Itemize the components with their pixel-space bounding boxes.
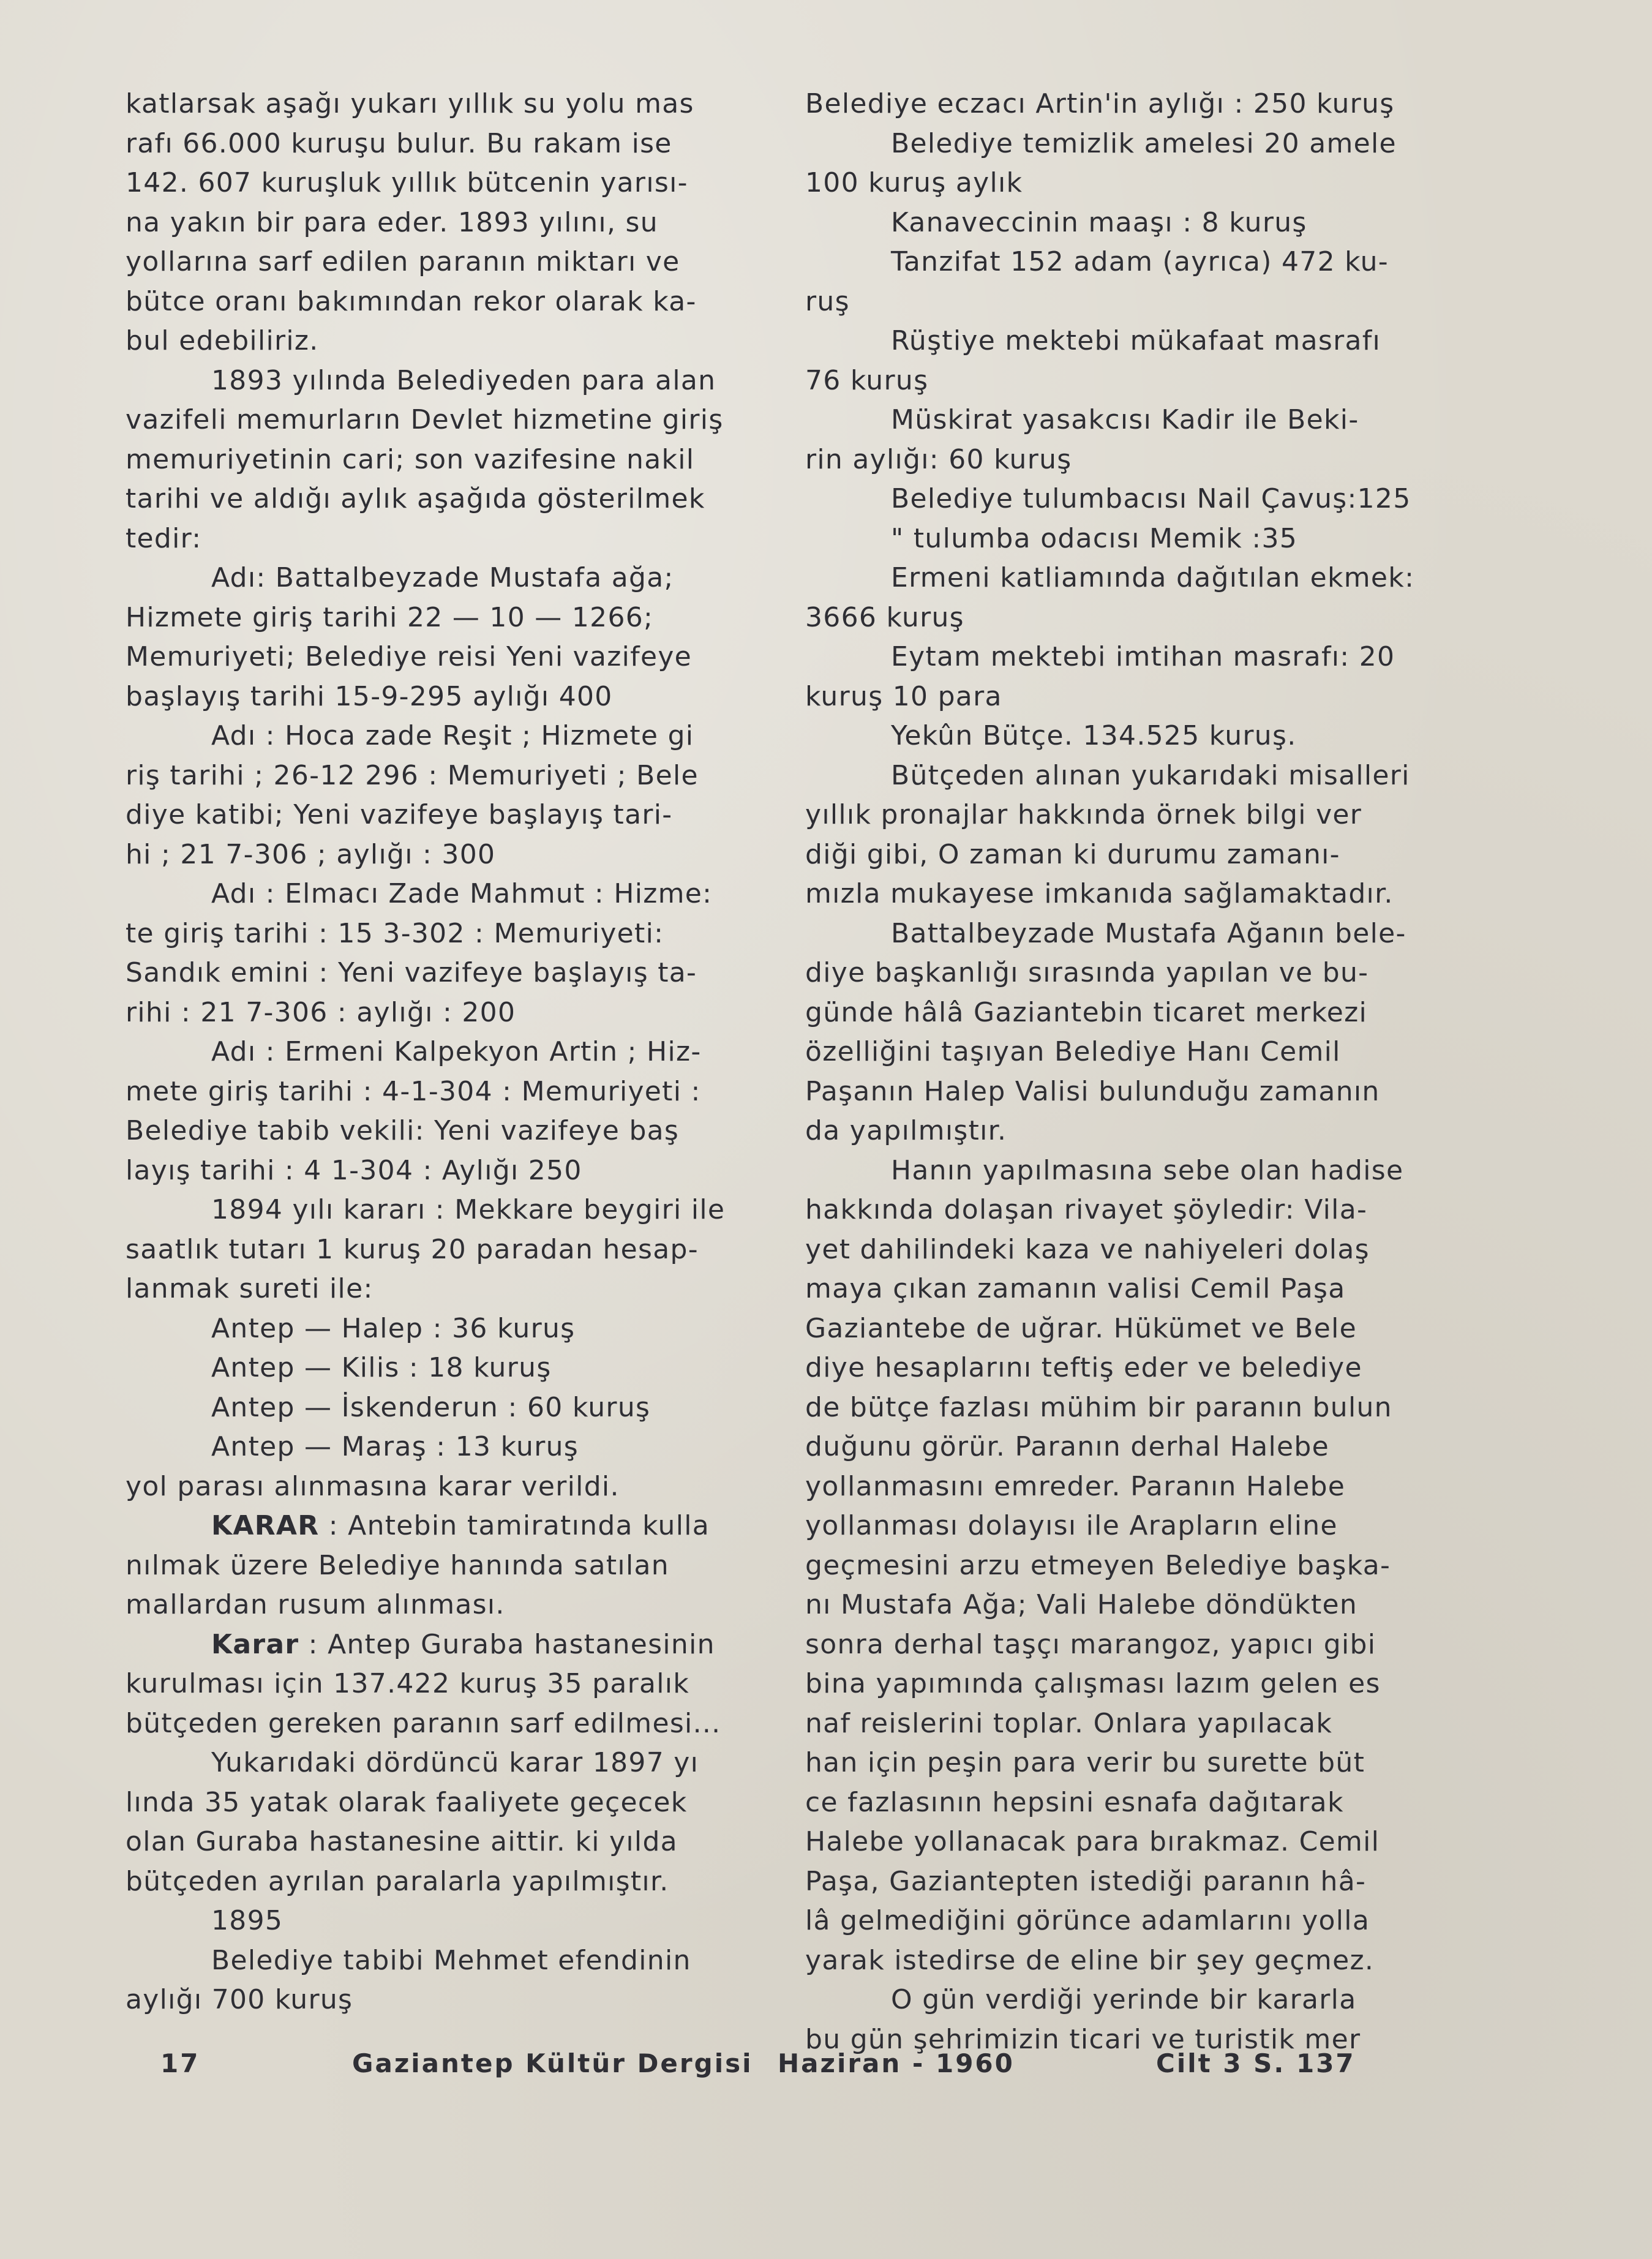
text-line: kurulması için 137.422 kuruş 35 paralık bbox=[126, 1668, 690, 1699]
text-line: Antep — Halep : 36 kuruş bbox=[211, 1312, 576, 1344]
text-line: 100 kuruş aylık bbox=[805, 167, 1023, 198]
text-line: bina yapımında çalışması lazım gelen es bbox=[805, 1668, 1381, 1699]
text-line: lında 35 yatak olarak faaliyete geçecek bbox=[126, 1786, 688, 1818]
text-line: Antep — Maraş : 13 kuruş bbox=[211, 1431, 579, 1462]
text-line: Adı: Battalbeyzade Mustafa ağa; bbox=[211, 562, 674, 593]
text-line: mızla mukayese imkanıda sağlamaktadır. bbox=[805, 878, 1394, 909]
text-line: 1894 yılı kararı : Mekkare beygiri ile bbox=[211, 1194, 726, 1225]
text-line: tedir: bbox=[126, 522, 202, 554]
text-line: te giriş tarihi : 15 3-302 : Memuriyeti: bbox=[126, 917, 664, 949]
bold-label: Karar bbox=[211, 1628, 299, 1660]
text-line: han için peşin para verir bu surette büt bbox=[805, 1747, 1365, 1778]
text-line: yollanması dolayısı ile Arapların eline bbox=[805, 1510, 1338, 1541]
text-line: rihi : 21 7-306 : aylığı : 200 bbox=[126, 996, 516, 1028]
text-line: Bütçeden alınan yukarıdaki misalleri bbox=[891, 759, 1410, 791]
text-line: Antep — Kilis : 18 kuruş bbox=[211, 1352, 552, 1383]
text-line bbox=[126, 1506, 775, 1546]
text-line: " tulumba odacısı Memik :35 bbox=[891, 522, 1298, 554]
text-line: bütçeden ayrılan paralarla yapılmıştır. bbox=[126, 1865, 669, 1897]
text-line: naf reislerini toplar. Onlara yapılacak bbox=[805, 1707, 1333, 1739]
text-line: yollarına sarf edilen paranın miktarı ve bbox=[126, 246, 680, 277]
text-line: na yakın bir para eder. 1893 yılını, su bbox=[126, 206, 658, 238]
text-line: Belediye tabibi Mehmet efendinin bbox=[211, 1944, 691, 1976]
text-line: Adı : Hoca zade Reşit ; Hizmete gi bbox=[211, 720, 694, 751]
issue-date: Haziran - 1960 bbox=[778, 2048, 1015, 2078]
text-line: mete giriş tarihi : 4-1-304 : Memuriyeti : bbox=[126, 1075, 701, 1107]
text-line: Hanın yapılmasına sebe olan hadise bbox=[891, 1154, 1404, 1186]
text-line: 1895 bbox=[211, 1905, 283, 1936]
text-line: duğunu görür. Paranın derhal Halebe bbox=[805, 1431, 1330, 1462]
text-line: geçmesini arzu etmeyen Belediye başka- bbox=[805, 1549, 1391, 1581]
text-line bbox=[126, 1625, 775, 1665]
text-line: 3666 kuruş bbox=[805, 601, 964, 633]
text-line: Adı : Ermeni Kalpekyon Artin ; Hiz- bbox=[211, 1036, 702, 1067]
text-line: katlarsak aşağı yukarı yıllık su yolu mas bbox=[126, 88, 694, 119]
text-line: lâ gelmediğini görünce adamlarını yolla bbox=[805, 1905, 1370, 1936]
text-line: lanmak sureti ile: bbox=[126, 1273, 374, 1304]
text-line: Tanzifat 152 adam (ayrıca) 472 ku- bbox=[891, 246, 1389, 277]
text-line: bütce oranı bakımından rekor olarak ka- bbox=[126, 285, 697, 317]
text-line: Belediye tulumbacısı Nail Çavuş:125 bbox=[891, 483, 1411, 514]
text-line: ce fazlasının hepsini esnafa dağıtarak bbox=[805, 1786, 1344, 1818]
text-line: nı Mustafa Ağa; Vali Halebe döndükten bbox=[805, 1589, 1358, 1620]
text-line: Memuriyeti; Belediye reisi Yeni vazifeye bbox=[126, 641, 693, 672]
journal-title: Gaziantep Kültür Dergisi bbox=[352, 2048, 753, 2078]
text-line: Yekûn Bütçe. 134.525 kuruş. bbox=[891, 720, 1297, 751]
text-line: saatlık tutarı 1 kuruş 20 paradan hesap- bbox=[126, 1233, 699, 1265]
text-line: bu gün şehrimizin ticari ve turistik mer bbox=[805, 2023, 1361, 2055]
text-line: mallardan rusum alınması. bbox=[126, 1589, 505, 1620]
text-line: rin aylığı: 60 kuruş bbox=[805, 443, 1072, 475]
text-line: vazifeli memurların Devlet hizmetine giriş bbox=[126, 404, 724, 435]
volume-issue: Cilt 3 S. 137 bbox=[1156, 2048, 1356, 2078]
text-line: 76 kuruş bbox=[805, 364, 929, 396]
text-line: maya çıkan zamanın valisi Cemil Paşa bbox=[805, 1273, 1346, 1304]
text-line: diye başkanlığı sırasında yapılan ve bu- bbox=[805, 957, 1369, 988]
text-line: olan Guraba hastanesine aittir. ki yılda bbox=[126, 1826, 678, 1857]
page-number: 17 bbox=[160, 2048, 200, 2078]
text-line: özelliğini taşıyan Belediye Hanı Cemil bbox=[805, 1036, 1341, 1067]
text-line: hakkında dolaşan rivayet şöyledir: Vila- bbox=[805, 1194, 1368, 1225]
text-line: Rüştiye mektebi mükafaat masrafı bbox=[891, 325, 1381, 356]
text-line: yollanmasını emreder. Paranın Halebe bbox=[805, 1470, 1346, 1502]
text-line: Paşanın Halep Valisi bulunduğu zamanın bbox=[805, 1075, 1380, 1107]
text-line: da yapılmıştır. bbox=[805, 1115, 1007, 1146]
text-line: Battalbeyzade Mustafa Ağanın bele- bbox=[891, 917, 1406, 949]
text-line: Eytam mektebi imtihan masrafı: 20 bbox=[891, 641, 1395, 672]
text-line: O gün verdiği yerinde bir kararla bbox=[891, 1984, 1357, 2015]
text-line: memuriyetinin cari; son vazifesine nakil bbox=[126, 443, 695, 475]
text-line: Belediye eczacı Artin'in aylığı : 250 kuruş bbox=[805, 88, 1395, 119]
text-line: Antep — İskenderun : 60 kuruş bbox=[211, 1391, 651, 1423]
text-line: 1893 yılında Belediyeden para alan bbox=[211, 364, 716, 396]
text-line: diye hesaplarını teftiş eder ve belediye bbox=[805, 1352, 1362, 1383]
page-footer bbox=[147, 2042, 1372, 2085]
text-line: tarihi ve aldığı aylık aşağıda gösterilmek bbox=[126, 483, 705, 514]
text-line: yıllık pronajlar hakkında örnek bilgi ver bbox=[805, 799, 1362, 830]
text-line: aylığı 700 kuruş bbox=[126, 1984, 353, 2015]
text-line: sonra derhal taşçı marangoz, yapıcı gibi bbox=[805, 1628, 1376, 1660]
text-line: başlayış tarihi 15-9-295 aylığı 400 bbox=[126, 680, 613, 712]
text-line: Paşa, Gaziantepten istediği paranın hâ- bbox=[805, 1865, 1367, 1897]
text-line: nılmak üzere Belediye hanında satılan bbox=[126, 1549, 669, 1581]
text-line: diye katibi; Yeni vazifeye başlayış tari- bbox=[126, 799, 673, 830]
text-line: Kanaveccinin maaşı : 8 kuruş bbox=[891, 206, 1307, 238]
text-line: 142. 607 kuruşluk yıllık bütcenin yarısı- bbox=[126, 167, 688, 198]
text-line: Belediye tabib vekili: Yeni vazifeye baş bbox=[126, 1115, 680, 1146]
line-rest: : Antebin tamiratında kulla bbox=[319, 1510, 710, 1541]
text-line: bul edebiliriz. bbox=[126, 325, 319, 356]
text-line: yarak istedirse de eline bir şey geçmez. bbox=[805, 1944, 1375, 1976]
text-line: diği gibi, O zaman ki durumu zamanı- bbox=[805, 838, 1340, 870]
text-line: ruş bbox=[805, 285, 850, 317]
text-line: layış tarihi : 4 1-304 : Aylığı 250 bbox=[126, 1154, 582, 1186]
right-column bbox=[805, 85, 1430, 2059]
text-line: de bütçe fazlası mühim bir paranın bulun bbox=[805, 1391, 1392, 1423]
text-line: Müskirat yasakcısı Kadir ile Beki- bbox=[891, 404, 1359, 435]
text-line: Ermeni katliamında dağıtılan ekmek: bbox=[891, 562, 1415, 593]
text-line: yet dahilindeki kaza ve nahiyeleri dolaş bbox=[805, 1233, 1370, 1265]
line-rest: : Antep Guraba hastanesinin bbox=[299, 1628, 715, 1660]
text-line: riş tarihi ; 26-12 296 : Memuriyeti ; Bele bbox=[126, 759, 699, 791]
text-line: Adı : Elmacı Zade Mahmut : Hizme: bbox=[211, 878, 713, 909]
text-line: yol parası alınmasına karar verildi. bbox=[126, 1470, 620, 1502]
text-line: rafı 66.000 kuruşu bulur. Bu rakam ise bbox=[126, 127, 672, 159]
left-column bbox=[126, 85, 775, 2020]
text-line: Yukarıdaki dördüncü karar 1897 yı bbox=[211, 1747, 699, 1778]
text-line: Belediye temizlik amelesi 20 amele bbox=[891, 127, 1397, 159]
text-line: Gaziantebe de uğrar. Hükümet ve Bele bbox=[805, 1312, 1357, 1344]
text-line: Sandık emini : Yeni vazifeye başlayış ta- bbox=[126, 957, 697, 988]
bold-label: KARAR bbox=[211, 1510, 320, 1541]
text-line: bütçeden gereken paranın sarf edilmesi... bbox=[126, 1707, 721, 1739]
text-line: Halebe yollanacak para bırakmaz. Cemil bbox=[805, 1826, 1380, 1857]
text-line: Hizmete giriş tarihi 22 — 10 — 1266; bbox=[126, 601, 654, 633]
text-line: günde hâlâ Gaziantebin ticaret merkezi bbox=[805, 996, 1368, 1028]
text-line: hi ; 21 7-306 ; aylığı : 300 bbox=[126, 838, 496, 870]
text-line: kuruş 10 para bbox=[805, 680, 1002, 712]
